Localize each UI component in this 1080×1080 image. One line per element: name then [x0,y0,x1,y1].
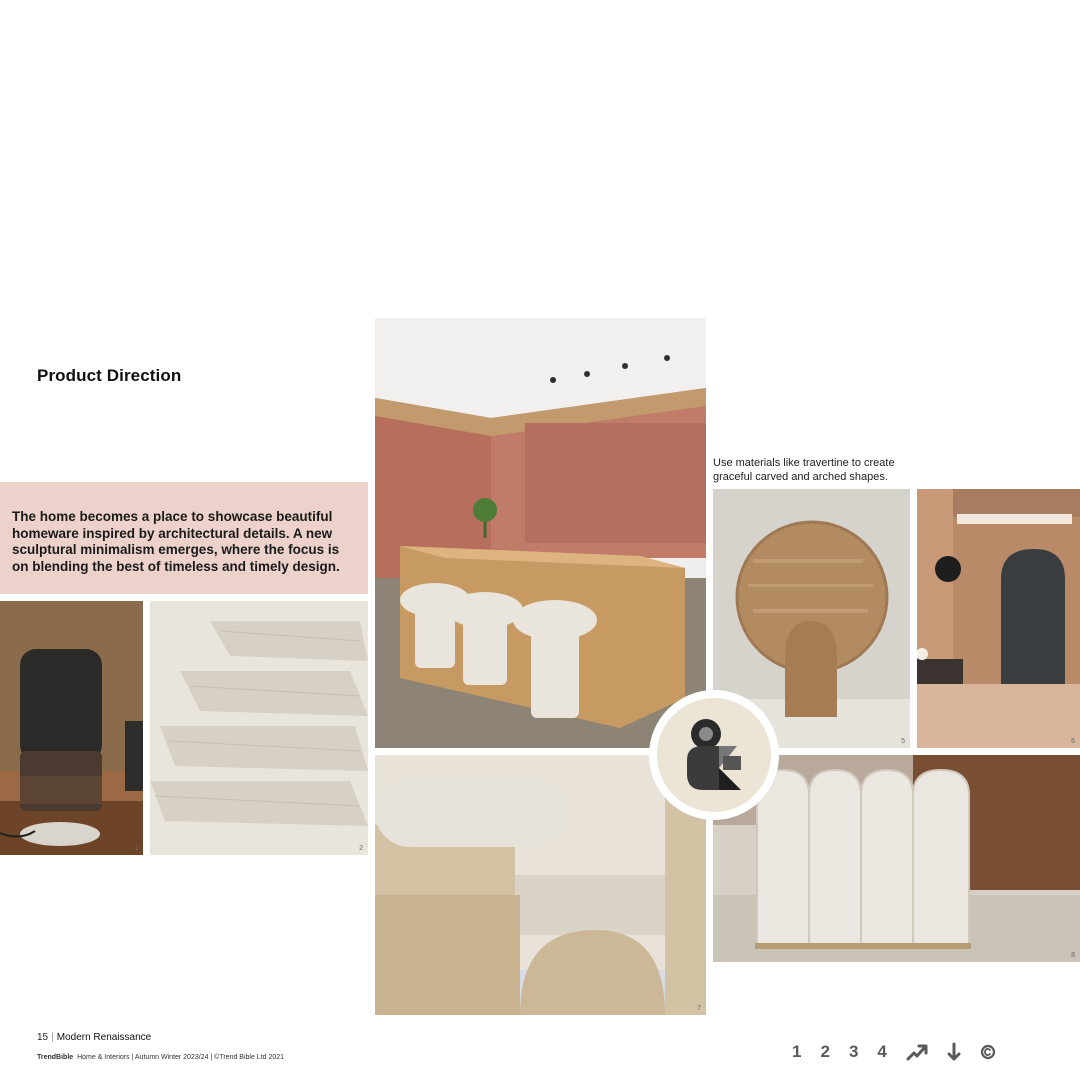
nav-item-2[interactable]: 2 [820,1042,830,1061]
footer-page-info: 15 | Modern Renaissance [37,1032,152,1043]
down-arrow-icon[interactable] [947,1042,961,1062]
brand-name: TrendBible [37,1054,74,1061]
page-title: Product Direction [37,366,182,385]
footer-details: Home & Interiors | Autumn Winter 2023/24 | ©Trend Bible Ltd 2021 [77,1054,285,1061]
trend-arrow-icon[interactable] [906,1042,928,1062]
image-number: 1 [134,845,138,852]
intro-text: The home becomes a place to showcase beautiful homeware inspired by architectural details. A new sculptural minimalism emerges, where the focus is on blending the best of timeless and timely design. [12,509,340,574]
image-number: 7 [697,1005,701,1012]
nav-item-1[interactable]: 1 [792,1042,802,1061]
travertine-caption: Use materials like travertine to create graceful carved and arched shapes. [713,457,895,483]
nav-item-4[interactable]: 4 [877,1042,887,1061]
image-number: 2 [359,845,363,852]
image-travertine-bench [375,755,706,1015]
image-arched-hallway [917,489,1080,748]
footer-credits [37,1054,284,1061]
image-number: 6 [1071,738,1075,745]
intro-panel [0,482,368,594]
section-title: Modern Renaissance [56,1032,152,1043]
image-number: 8 [1071,952,1075,959]
image-kitchen [375,318,706,748]
image-folded-paper [150,601,368,855]
image-speaker [0,601,143,855]
nav-item-3[interactable]: 3 [848,1042,859,1061]
page-number: 15 [37,1032,49,1043]
ampersand-icon [657,698,771,812]
ampersand-badge [649,690,779,820]
image-number: 5 [901,738,905,745]
section-nav [792,1040,996,1064]
copyright-icon[interactable] [980,1044,996,1060]
